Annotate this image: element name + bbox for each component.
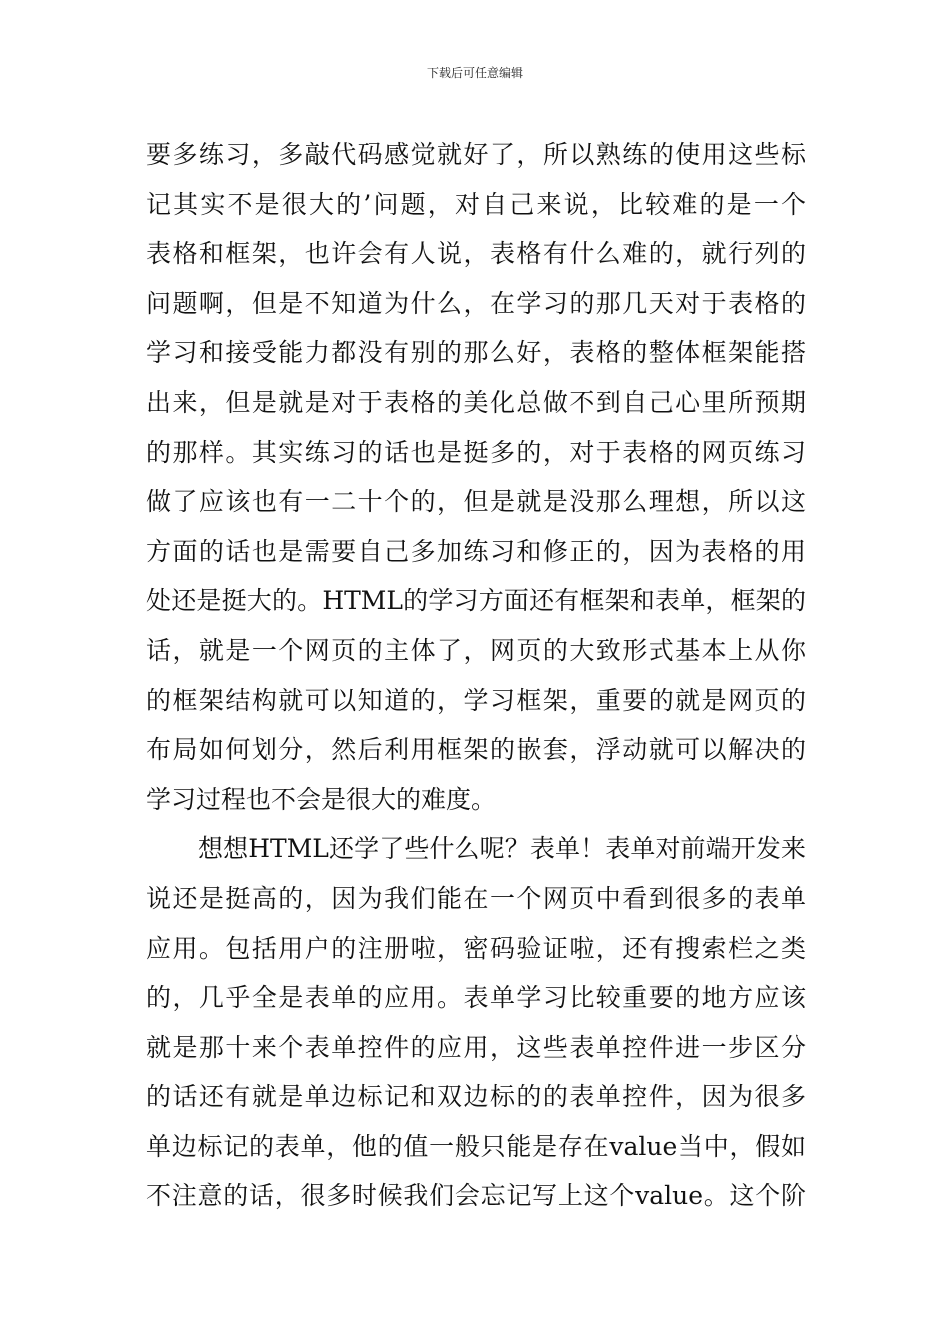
text-line: 想想HTML还学了些什么呢？表单！表单对前端开发来 bbox=[198, 834, 806, 864]
text-line: 就是那十来个表单控件的应用，这些表单控件进一步区分 bbox=[146, 1032, 806, 1062]
text-line: 的话还有就是单边标记和双边标的的表单控件，因为很多 bbox=[146, 1082, 806, 1112]
text-line: 布局如何划分，然后利用框架的嵌套，浮动就可以解决的 bbox=[146, 735, 806, 765]
text-line: 单边标记的表单，他的值一般只能是存在value当中，假如 bbox=[146, 1131, 806, 1161]
page-header: 下载后可任意编辑 bbox=[426, 66, 523, 80]
text-line: 问题啊，但是不知道为什么，在学习的那几天对于表格的 bbox=[146, 288, 806, 318]
text-line: 说还是挺高的，因为我们能在一个网页中看到很多的表单 bbox=[146, 883, 806, 913]
text-line: 的框架结构就可以知道的，学习框架，重要的就是网页的 bbox=[146, 685, 806, 715]
paragraph-2 bbox=[146, 824, 806, 1221]
text-line: 学习过程也不会是很大的难度。 bbox=[146, 784, 497, 814]
text-line: 不注意的话，很多时候我们会忘记写上这个value。这个阶 bbox=[146, 1181, 806, 1211]
text-line: 要多练习，多敲代码感觉就好了，所以熟练的使用这些标 bbox=[146, 140, 806, 169]
text-line: 的，几乎全是表单的应用。表单学习比较重要的地方应该 bbox=[146, 983, 806, 1013]
text-line: 学习和接受能力都没有别的那么好，表格的整体框架能搭 bbox=[146, 338, 806, 368]
text-line: 出来，但是就是对于表格的美化总做不到自己心里所预期 bbox=[146, 387, 806, 417]
text-line: 应用。包括用户的注册啦，密码验证啦，还有搜索栏之类 bbox=[146, 933, 806, 963]
text-line: 方面的话也是需要自己多加练习和修正的，因为表格的用 bbox=[146, 536, 806, 566]
text-line: 做了应该也有一二十个的，但是就是没那么理想，所以这 bbox=[146, 487, 806, 517]
paragraph-1 bbox=[146, 130, 806, 824]
text-line: 表格和框架，也许会有人说，表格有什么难的，就行列的 bbox=[146, 239, 806, 269]
text-line: 处还是挺大的。HTML的学习方面还有框架和表单，框架的 bbox=[146, 586, 806, 616]
text-line: 话，就是一个网页的主体了，网页的大致形式基本上从你 bbox=[146, 635, 806, 665]
text-line: 记其实不是很大的’问题，对自己来说，比较难的是一个 bbox=[146, 189, 806, 219]
document-body bbox=[146, 130, 806, 1221]
text-line: 的那样。其实练习的话也是挺多的，对于表格的网页练习 bbox=[146, 437, 806, 467]
